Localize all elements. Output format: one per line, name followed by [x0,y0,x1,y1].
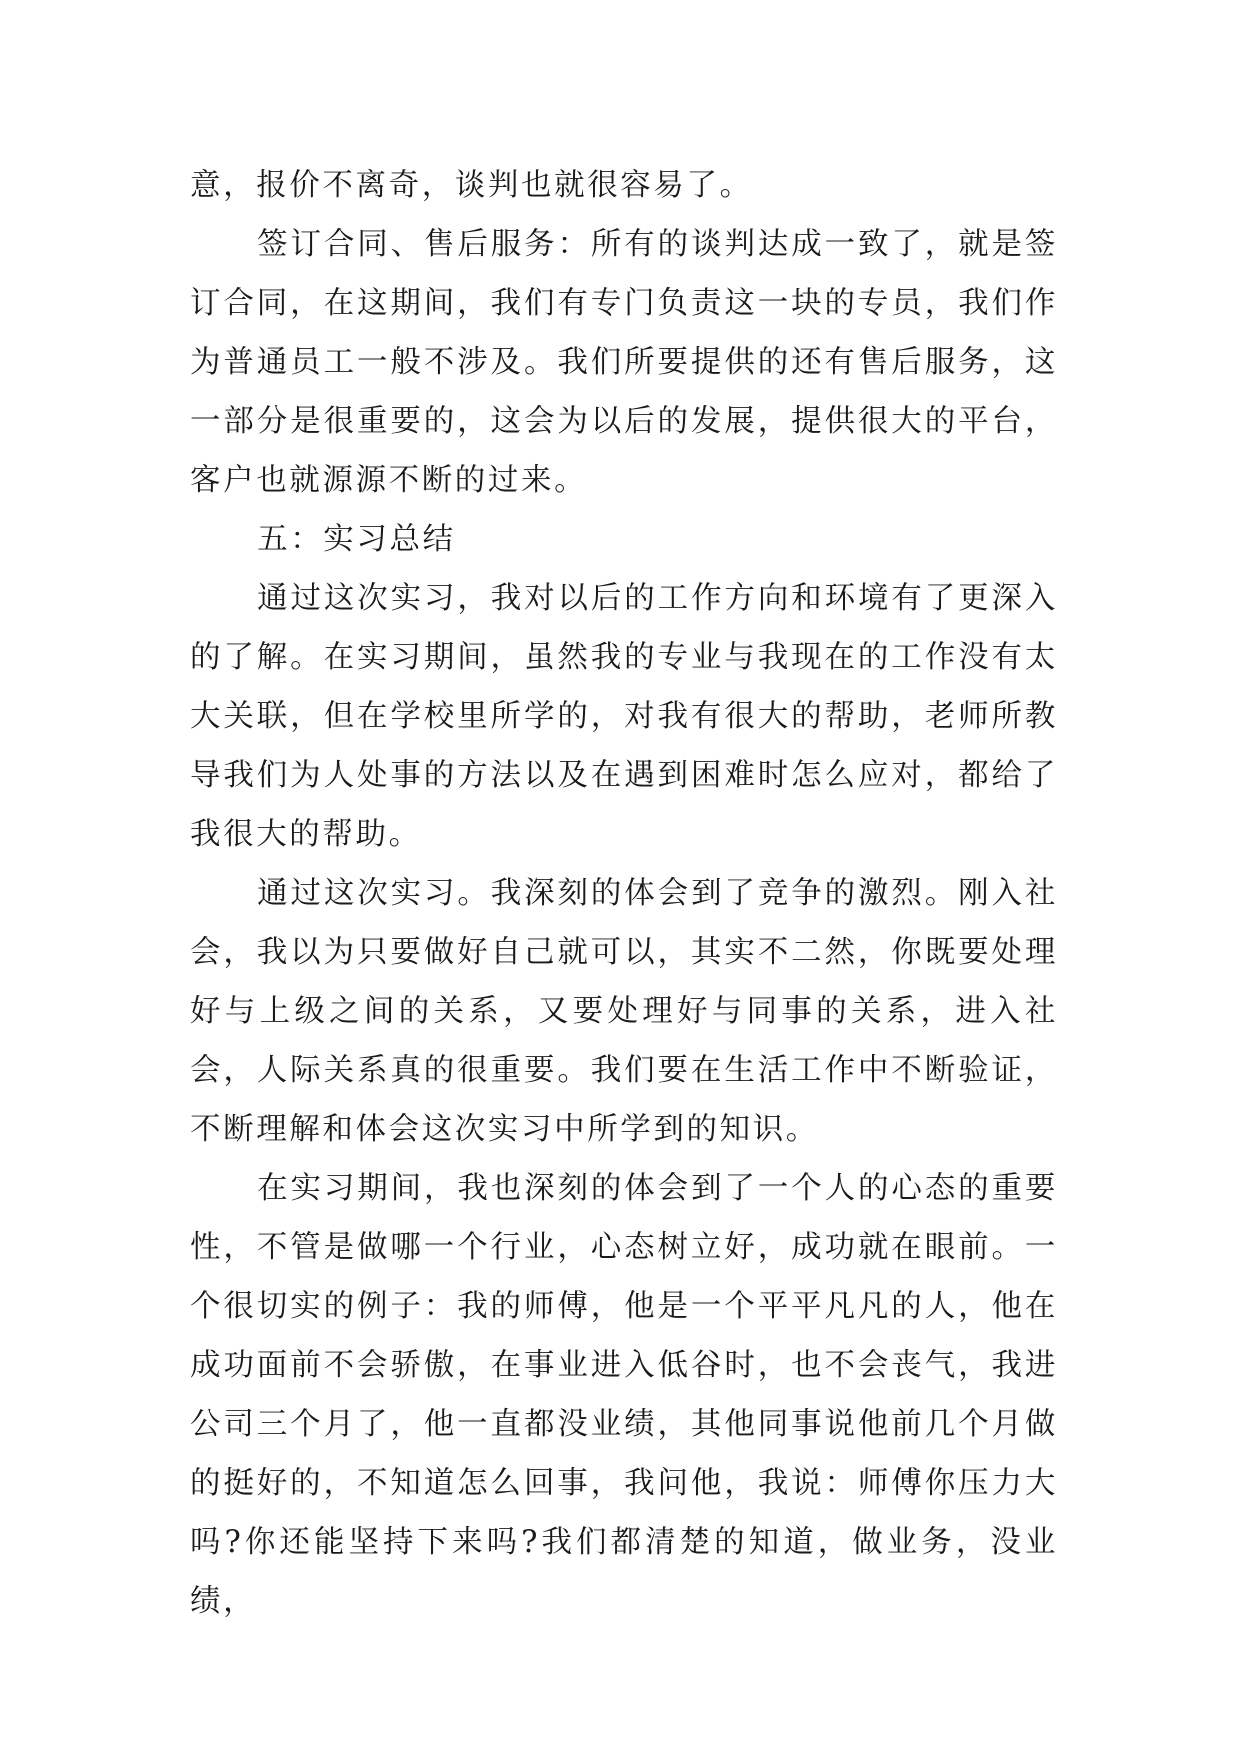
document-body [190,156,1058,1631]
paragraph-internship-understanding: 通过这次实习，我对以后的工作方向和环境有了更深入的了解。在实习期间，虽然我的专业与我现在的工作没有太大关联，但在学校里所学的，对我有很大的帮助，老师所教导我们为人处事的方法以及在遇到困难时怎么应对，都给了我很大的帮助。 [190,581,1058,852]
paragraph-contract-service: 签订合同、售后服务：所有的谈判达成一致了，就是签订合同，在这期间，我们有专门负责这一块的专员，我们作为普通员工一般不涉及。我们所要提供的还有售后服务，这一部分是很重要的，这会为以后的发展，提供很大的平台，客户也就源源不断的过来。 [190,227,1058,498]
paragraph-mindset: 在实习期间，我也深刻的体会到了一个人的心态的重要性，不管是做哪一个行业，心态树立好，成功就在眼前。一个很切实的例子：我的师傅，他是一个平平凡凡的人，他在成功面前不会骄傲，在事业进入低谷时，也不会丧气，我进公司三个月了，他一直都没业绩，其他同事说他前几个月做的挺好的，不知道怎么回事，我问他，我说：师傅你压力大吗?你还能坚持下来吗?我们都清楚的知道，做业务，没业绩， [190,1171,1058,1619]
paragraph-competition: 通过这次实习。我深刻的体会到了竞争的激烈。刚入社会，我以为只要做好自己就可以，其实不二然，你既要处理好与上级之间的关系，又要处理好与同事的关系，进入社会，人际关系真的很重要。我们要在生活工作中不断验证，不断理解和体会这次实习中所学到的知识。 [190,876,1058,1147]
section-heading-summary: 五：实习总结 [257,522,456,557]
paragraph-continuation: 意，报价不离奇，谈判也就很容易了。 [190,168,753,203]
